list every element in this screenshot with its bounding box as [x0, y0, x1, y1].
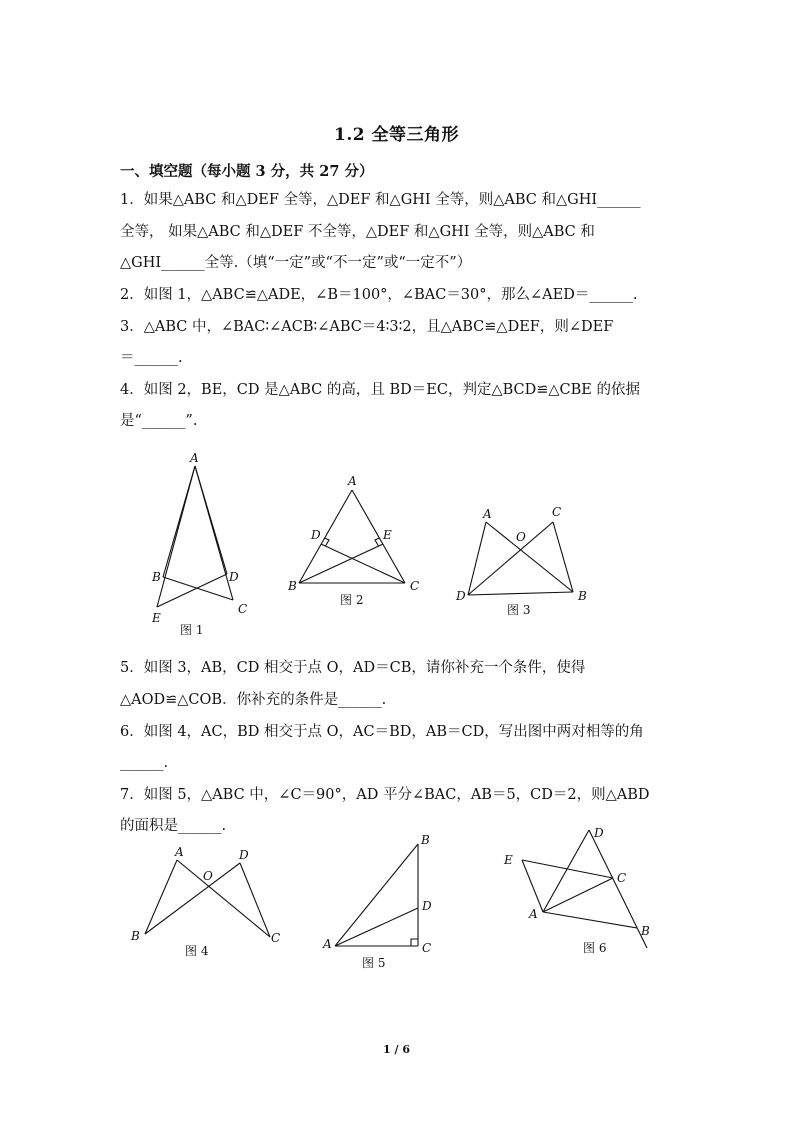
question-4-line-1: 4．如图 2，BE，CD 是△ABC 的高，且 BD＝EC，判定△BCD≌△CBE 的依据 — [120, 382, 640, 398]
question-3-line-1: 3．△ABC 中，∠BAC∶∠ACB∶∠ABC＝4∶3∶2，且△ABC≌△DEF，则∠DEF — [120, 319, 614, 335]
question-3-line-2: ＝______. — [120, 350, 183, 366]
figure-4-diagram — [125, 840, 295, 965]
fig2-label-c: C — [410, 579, 420, 593]
fig4-label-d: D — [239, 848, 249, 862]
fig4-label-c: C — [271, 931, 281, 945]
fig1-label-e: E — [152, 611, 161, 625]
question-2: 2．如图 1，△ABC≌△ADE，∠B＝100°，∠BAC＝30°，那么∠AED＝______. — [120, 287, 638, 303]
figure-1-diagram — [140, 450, 260, 640]
page-number: 1 / 6 — [383, 1043, 410, 1056]
fig5-label-c: C — [422, 941, 432, 955]
fig6-label-e: E — [504, 853, 513, 867]
fig3-label-a: A — [483, 507, 492, 521]
fig5-label-a: A — [323, 937, 332, 951]
figure-6 — [500, 820, 660, 960]
fig5-label-b: B — [421, 833, 430, 847]
fig6-label-d: D — [594, 826, 604, 840]
figure-5 — [320, 830, 450, 975]
fig6-label-c: C — [617, 871, 627, 885]
figure-3-diagram — [450, 500, 600, 620]
figure-4 — [125, 840, 295, 965]
figure-3 — [450, 500, 600, 620]
fig1-label-d: D — [229, 570, 239, 584]
fig3-label-c: C — [552, 505, 562, 519]
fig4-label-b: B — [131, 929, 140, 943]
fig1-label-a: A — [190, 451, 199, 465]
section-heading: 一、填空题（每小题 3 分，共 27 分） — [120, 163, 374, 180]
figure-6-diagram — [500, 820, 660, 960]
page-title: 1.2 全等三角形 — [334, 125, 459, 145]
fig4-label-o: O — [203, 869, 213, 883]
fig2-label-b: B — [288, 579, 297, 593]
fig3-label-b: B — [578, 589, 587, 603]
fig1-caption: 图 1 — [180, 623, 204, 637]
fig2-label-e: E — [383, 528, 392, 542]
fig4-label-a: A — [175, 845, 184, 859]
question-7-line-1: 7．如图 5，△ABC 中，∠C＝90°，AD 平分∠BAC，AB＝5，CD＝2，则△ABD — [120, 787, 650, 803]
question-6-line-2: ______. — [120, 755, 169, 771]
question-6-line-1: 6．如图 4，AC，BD 相交于点 O，AC＝BD，AB＝CD，写出图中两对相等的角 — [120, 724, 644, 740]
fig6-label-b: B — [641, 924, 650, 938]
fig4-caption: 图 4 — [185, 944, 209, 958]
fig3-caption: 图 3 — [507, 603, 531, 617]
fig5-caption: 图 5 — [362, 956, 386, 970]
fig3-label-d: D — [456, 589, 466, 603]
figure-5-diagram — [320, 830, 450, 975]
figure-2-diagram — [280, 470, 430, 610]
fig1-label-b: B — [152, 570, 161, 584]
question-5-line-1: 5．如图 3，AB，CD 相交于点 O，AD＝CB，请你补充一个条件，使得 — [120, 660, 586, 676]
fig3-label-o: O — [516, 530, 526, 544]
figure-1 — [140, 450, 260, 640]
question-1-line-2: 全等， 如果△ABC 和△DEF 不全等，△DEF 和△GHI 全等，则△ABC 和 — [120, 224, 595, 240]
question-7-line-2: 的面积是______. — [120, 818, 227, 834]
question-1-line-3: △GHI______全等.（填“一定”或“不一定”或“一定不”） — [120, 255, 472, 271]
question-1-line-1: 1．如果△ABC 和△DEF 全等，△DEF 和△GHI 全等，则△ABC 和△GHI______ — [120, 192, 641, 208]
fig6-label-a: A — [529, 907, 538, 921]
fig5-label-d: D — [422, 899, 432, 913]
question-4-line-2: 是“______”. — [120, 413, 198, 429]
figure-2 — [280, 470, 430, 610]
question-5-line-2: △AOD≌△COB．你补充的条件是______. — [120, 692, 387, 708]
fig6-caption: 图 6 — [583, 941, 607, 955]
fig2-caption: 图 2 — [340, 593, 364, 607]
fig2-label-d: D — [311, 528, 321, 542]
fig1-label-c: C — [238, 602, 248, 616]
fig2-label-a: A — [348, 474, 357, 488]
